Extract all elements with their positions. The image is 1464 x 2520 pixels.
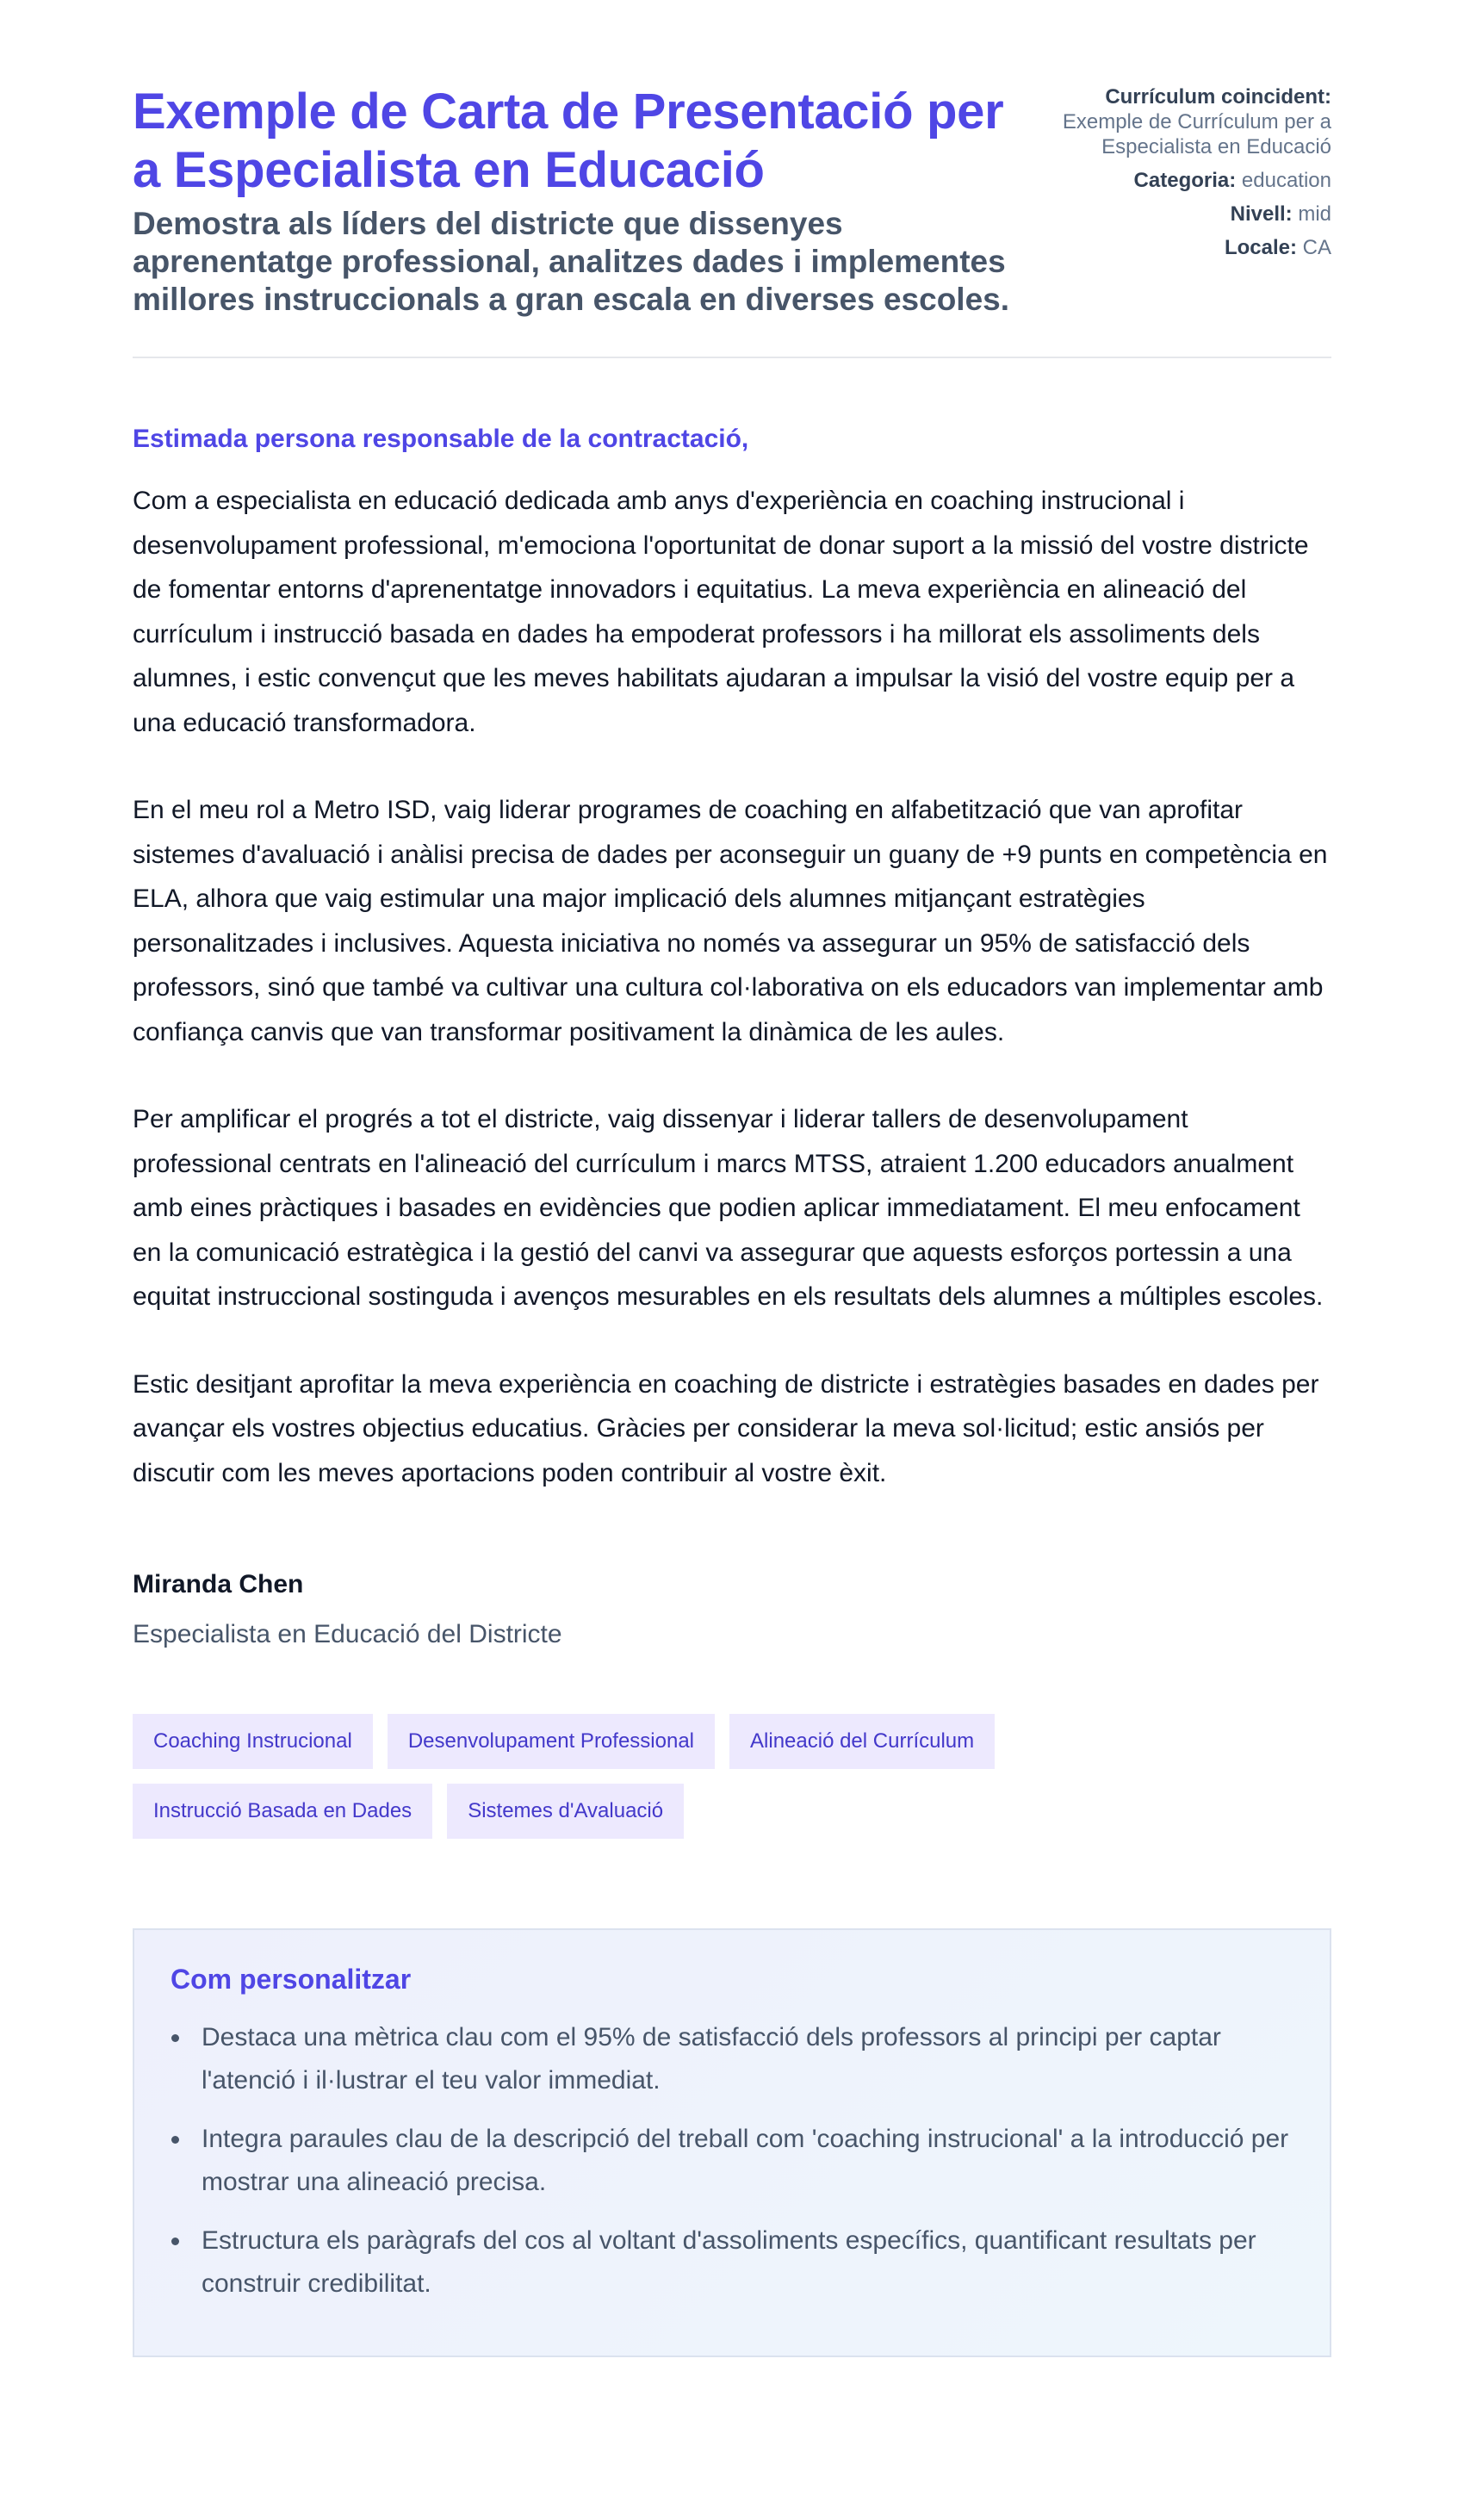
tip-item: Destaca una mètrica clau com el 95% de satisfacció dels professors al principi per captar l'atenció i il·lustrar el teu valor immediat.: [202, 2016, 1293, 2102]
tip-item: Estructura els paràgrafs del cos al voltant d'assoliments específics, quantificant resultats per construir credibilitat.: [202, 2219, 1293, 2306]
meta-level-label: Nivell:: [1230, 202, 1293, 226]
letter-paragraph: Estic desitjant aprofitar la meva experiència en coaching de districte i estratègies basades en dades per avançar els vostres objectius educatius. Gràcies per considerar la meva sol·licitud; estic ansiós per discutir com les meves aportacions poden contribuir al vostre èxit.: [133, 1369, 1319, 1487]
customization-tips-box: [133, 1928, 1331, 2357]
tips-title: Com personalitzar: [171, 1964, 412, 1995]
header-titles: [133, 83, 1023, 319]
page-subtitle: Demostra als líders del districte que dissenyes aprenentatge professional, analitzes dades i implementes millores instruccionals a gran escala en diverses escoles.: [133, 206, 1010, 317]
skill-tag: Alineació del Currículum: [729, 1714, 995, 1769]
letter-paragraph: Per amplificar el progrés a tot el districte, vaig dissenyar i liderar tallers de desenvolupament professional centrats en l'alineació del currículum i marcs MTSS, atraient 1.200 educadors anualment amb eines pràctiques i basades en evidències que podien aplicar immediatament. El meu enfocament en la comunicació estratègica i la gestió del canvi va assegurar que aquests esforços portessin a una equitat instruccional sostinguda i avenços mesurables en els resultats dels alumnes a múltiples escoles.: [133, 1105, 1324, 1311]
skill-tag: Desenvolupament Professional: [388, 1714, 715, 1769]
meta-level-value: mid: [1298, 202, 1331, 226]
tip-item: Integra paraules clau de la descripció del treball com 'coaching instrucional' a la introducció per mostrar una alineació precisa.: [202, 2118, 1293, 2204]
meta-category: [1023, 168, 1331, 193]
meta-locale: [1023, 235, 1331, 260]
skill-tag: Coaching Instrucional: [133, 1714, 373, 1769]
metadata-panel: [1023, 83, 1331, 269]
letter-salutation: Estimada persona responsable de la contractació,: [133, 425, 749, 453]
skill-tags: [133, 1714, 1149, 1839]
meta-category-value: education: [1241, 169, 1331, 192]
signature-role: Especialista en Educació del Districte: [133, 1620, 562, 1648]
meta-locale-label: Locale:: [1224, 236, 1297, 259]
meta-matched-resume-link[interactable]: Exemple de Currículum per a Especialista en Educació: [1062, 110, 1331, 158]
meta-category-label: Categoria:: [1133, 169, 1237, 192]
skill-tag: Instrucció Basada en Dades: [133, 1784, 432, 1839]
page-title: Exemple de Carta de Presentació per a Especialista en Educació: [133, 84, 1004, 198]
skill-tag: Sistemes d'Avaluació: [447, 1784, 684, 1839]
letter-paragraphs: [133, 479, 1331, 1495]
signature-name: Miranda Chen: [133, 1570, 304, 1598]
letter-paragraph: En el meu rol a Metro ISD, vaig liderar programes de coaching en alfabetització que van aprofitar sistemes d'avaluació i anàlisi precisa de dades per aconseguir un guany de +9 punts en competència en ELA, alhora que vaig estimular una major implicació dels alumnes mitjançant estratègies personalitzades i inclusives. Aquesta iniciativa no només va assegurar un 95% de satisfacció dels professors, sinó que també va cultivar una cultura col·laborativa on els educadors van implementar amb confiança canvis que van transformar positivament la dinàmica de les aules.: [133, 796, 1328, 1046]
tips-list: [171, 2016, 1293, 2306]
letter-body: [133, 422, 1331, 2357]
meta-locale-value: CA: [1302, 236, 1331, 259]
meta-matched-resume: [1023, 84, 1331, 159]
letter-signature: [133, 1567, 1331, 1652]
meta-level: [1023, 202, 1331, 227]
letter-paragraph: Com a especialista en educació dedicada amb anys d'experiència en coaching instrucional i desenvolupament professional, m'emociona l'oportunitat de donar suport a la missió del vostre districte de fomentar entorns d'aprenentatge innovadors i equitatius. La meva experiència en alineació del currículum i instrucció basada en dades ha empoderat professors i ha millorat els assoliments dels alumnes, i estic convençut que les meves habilitats ajudaran a impulsar la visió del vostre equip per a una educació transformadora.: [133, 487, 1309, 737]
meta-matched-resume-label: Currículum coincident:: [1105, 85, 1331, 109]
page-header: [133, 0, 1331, 358]
